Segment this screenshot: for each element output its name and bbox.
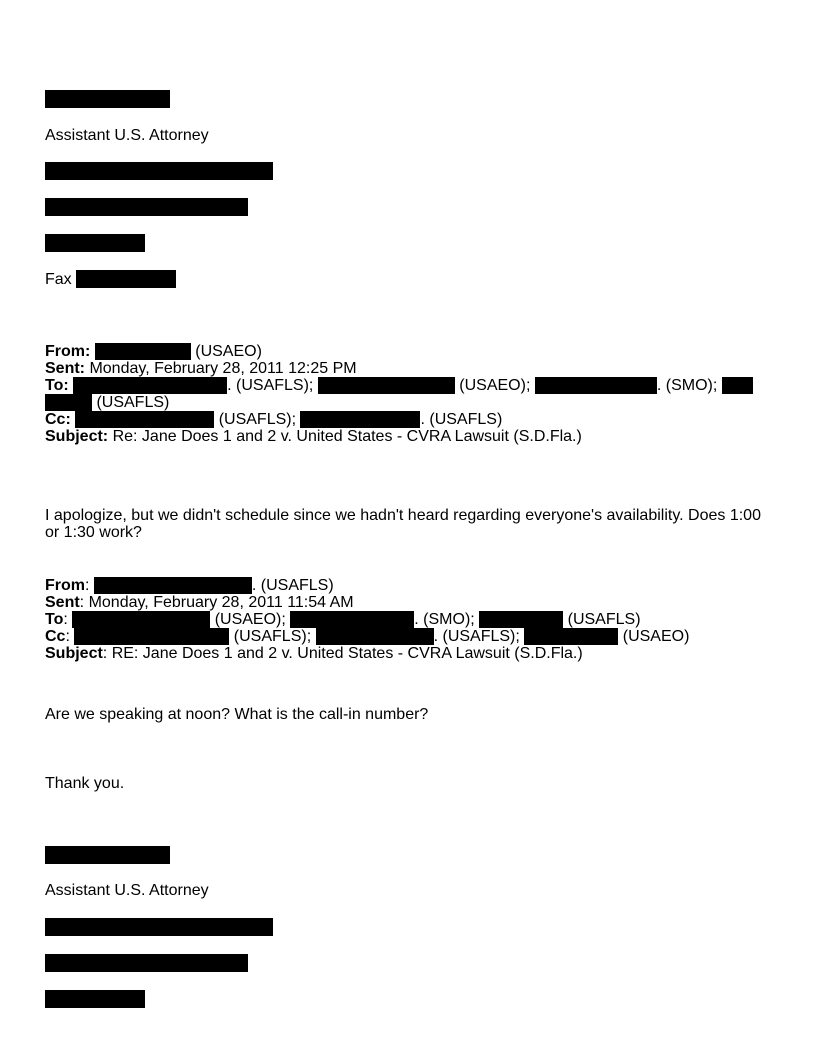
email2-cc-label: Cc <box>45 628 66 645</box>
email1-subject-line <box>45 428 582 445</box>
email1-redacted-cc-2 <box>300 411 420 428</box>
email1-sent-label: Sent: <box>45 360 85 377</box>
email2-from-label: From <box>45 577 85 594</box>
email2-cc-2: . (USAFLS); <box>433 628 520 645</box>
email1-subject-value: Re: Jane Does 1 and 2 v. United States - CVRA Lawsuit (S.D.Fla.) <box>112 428 582 445</box>
email2-body-line-2: Thank you. <box>45 775 125 792</box>
email1-subject-label: Subject: <box>45 428 109 445</box>
redacted-name-bottom <box>45 846 170 864</box>
email1-cc-label: Cc: <box>45 411 71 428</box>
email1-to-line <box>45 377 753 394</box>
email2-redacted-to-3 <box>479 611 563 628</box>
email1-to-2: (USAEO); <box>459 377 531 394</box>
redacted-address-line-2-top <box>45 198 248 216</box>
redacted-phone-bottom <box>45 990 145 1008</box>
redacted-phone-top <box>45 234 145 252</box>
redacted-address-line-2-bottom <box>45 954 248 972</box>
signature-title-bottom: Assistant U.S. Attorney <box>45 882 209 899</box>
signature-title-top: Assistant U.S. Attorney <box>45 127 209 144</box>
email2-redacted-to-1 <box>72 611 210 628</box>
email2-sent-label: Sent <box>45 594 80 611</box>
email2-body-line-1: Are we speaking at noon? What is the call-in number? <box>45 706 429 723</box>
email1-body-line-2: or 1:30 work? <box>45 524 142 541</box>
email2-from-line: From: . (USAFLS) <box>45 577 334 594</box>
email2-to-3: (USAFLS) <box>567 611 641 628</box>
email1-redacted-cc-1 <box>75 411 214 428</box>
email2-sent-value: Monday, February 28, 2011 11:54 AM <box>88 594 354 611</box>
email1-redacted-to-4a <box>722 377 753 394</box>
email2-redacted-cc-3 <box>524 628 618 645</box>
email1-cc-1: (USAFLS); <box>218 411 297 428</box>
email2-from-suffix: . (USAFLS) <box>251 577 334 594</box>
email1-from-line <box>45 343 262 360</box>
email1-from-suffix: (USAEO) <box>195 343 262 360</box>
email2-to-1: (USAEO); <box>214 611 286 628</box>
email2-redacted-cc-1 <box>74 628 229 645</box>
email1-redacted-to-2 <box>318 377 455 394</box>
email2-subject-value: RE: Jane Does 1 and 2 v. United States - CVRA Lawsuit (S.D.Fla.) <box>111 645 583 662</box>
email1-cc-2: . (USAFLS) <box>420 411 503 428</box>
email1-redacted-from <box>95 343 191 360</box>
email2-subject-label: Subject <box>45 645 103 662</box>
redacted-fax-number <box>76 270 176 288</box>
redacted-name-top <box>45 90 170 108</box>
email1-sent-line <box>45 360 357 377</box>
email1-redacted-to-3 <box>535 377 657 394</box>
email1-to-line-cont <box>45 394 169 411</box>
email2-to-2: . (SMO); <box>414 611 475 628</box>
email2-cc-line: Cc: (USAFLS); . (USAFLS); (USAEO) <box>45 628 690 645</box>
redacted-address-line-1-top <box>45 162 273 180</box>
email2-cc-3: (USAEO) <box>622 628 690 645</box>
email1-from-label: From: <box>45 343 91 360</box>
email1-to-4: (USAFLS) <box>96 394 170 411</box>
email1-redacted-to-4b <box>45 394 92 411</box>
email2-sent-line: Sent: Monday, February 28, 2011 11:54 AM <box>45 594 354 611</box>
email1-to-label: To: <box>45 377 69 394</box>
email1-body-line-1: I apologize, but we didn't schedule since we hadn't heard regarding everyone's availability. Does 1:00 <box>45 507 761 524</box>
email2-to-line: To: (USAEO); . (SMO); (USAFLS) <box>45 611 641 628</box>
email2-redacted-from <box>94 577 252 594</box>
email2-to-label: To <box>45 611 64 628</box>
email1-sent-value: Monday, February 28, 2011 12:25 PM <box>89 360 357 377</box>
email2-cc-1: (USAFLS); <box>233 628 312 645</box>
email1-redacted-to-1 <box>73 377 227 394</box>
email1-cc-line <box>45 411 502 428</box>
email1-to-1: . (USAFLS); <box>227 377 314 394</box>
email2-redacted-to-2 <box>290 611 414 628</box>
fax-label: Fax <box>45 271 72 288</box>
email2-redacted-cc-2 <box>316 628 434 645</box>
redacted-address-line-1-bottom <box>45 918 273 936</box>
email1-to-3: . (SMO); <box>656 377 718 394</box>
email2-subject-line: Subject: RE: Jane Does 1 and 2 v. United States - CVRA Lawsuit (S.D.Fla.) <box>45 645 583 662</box>
